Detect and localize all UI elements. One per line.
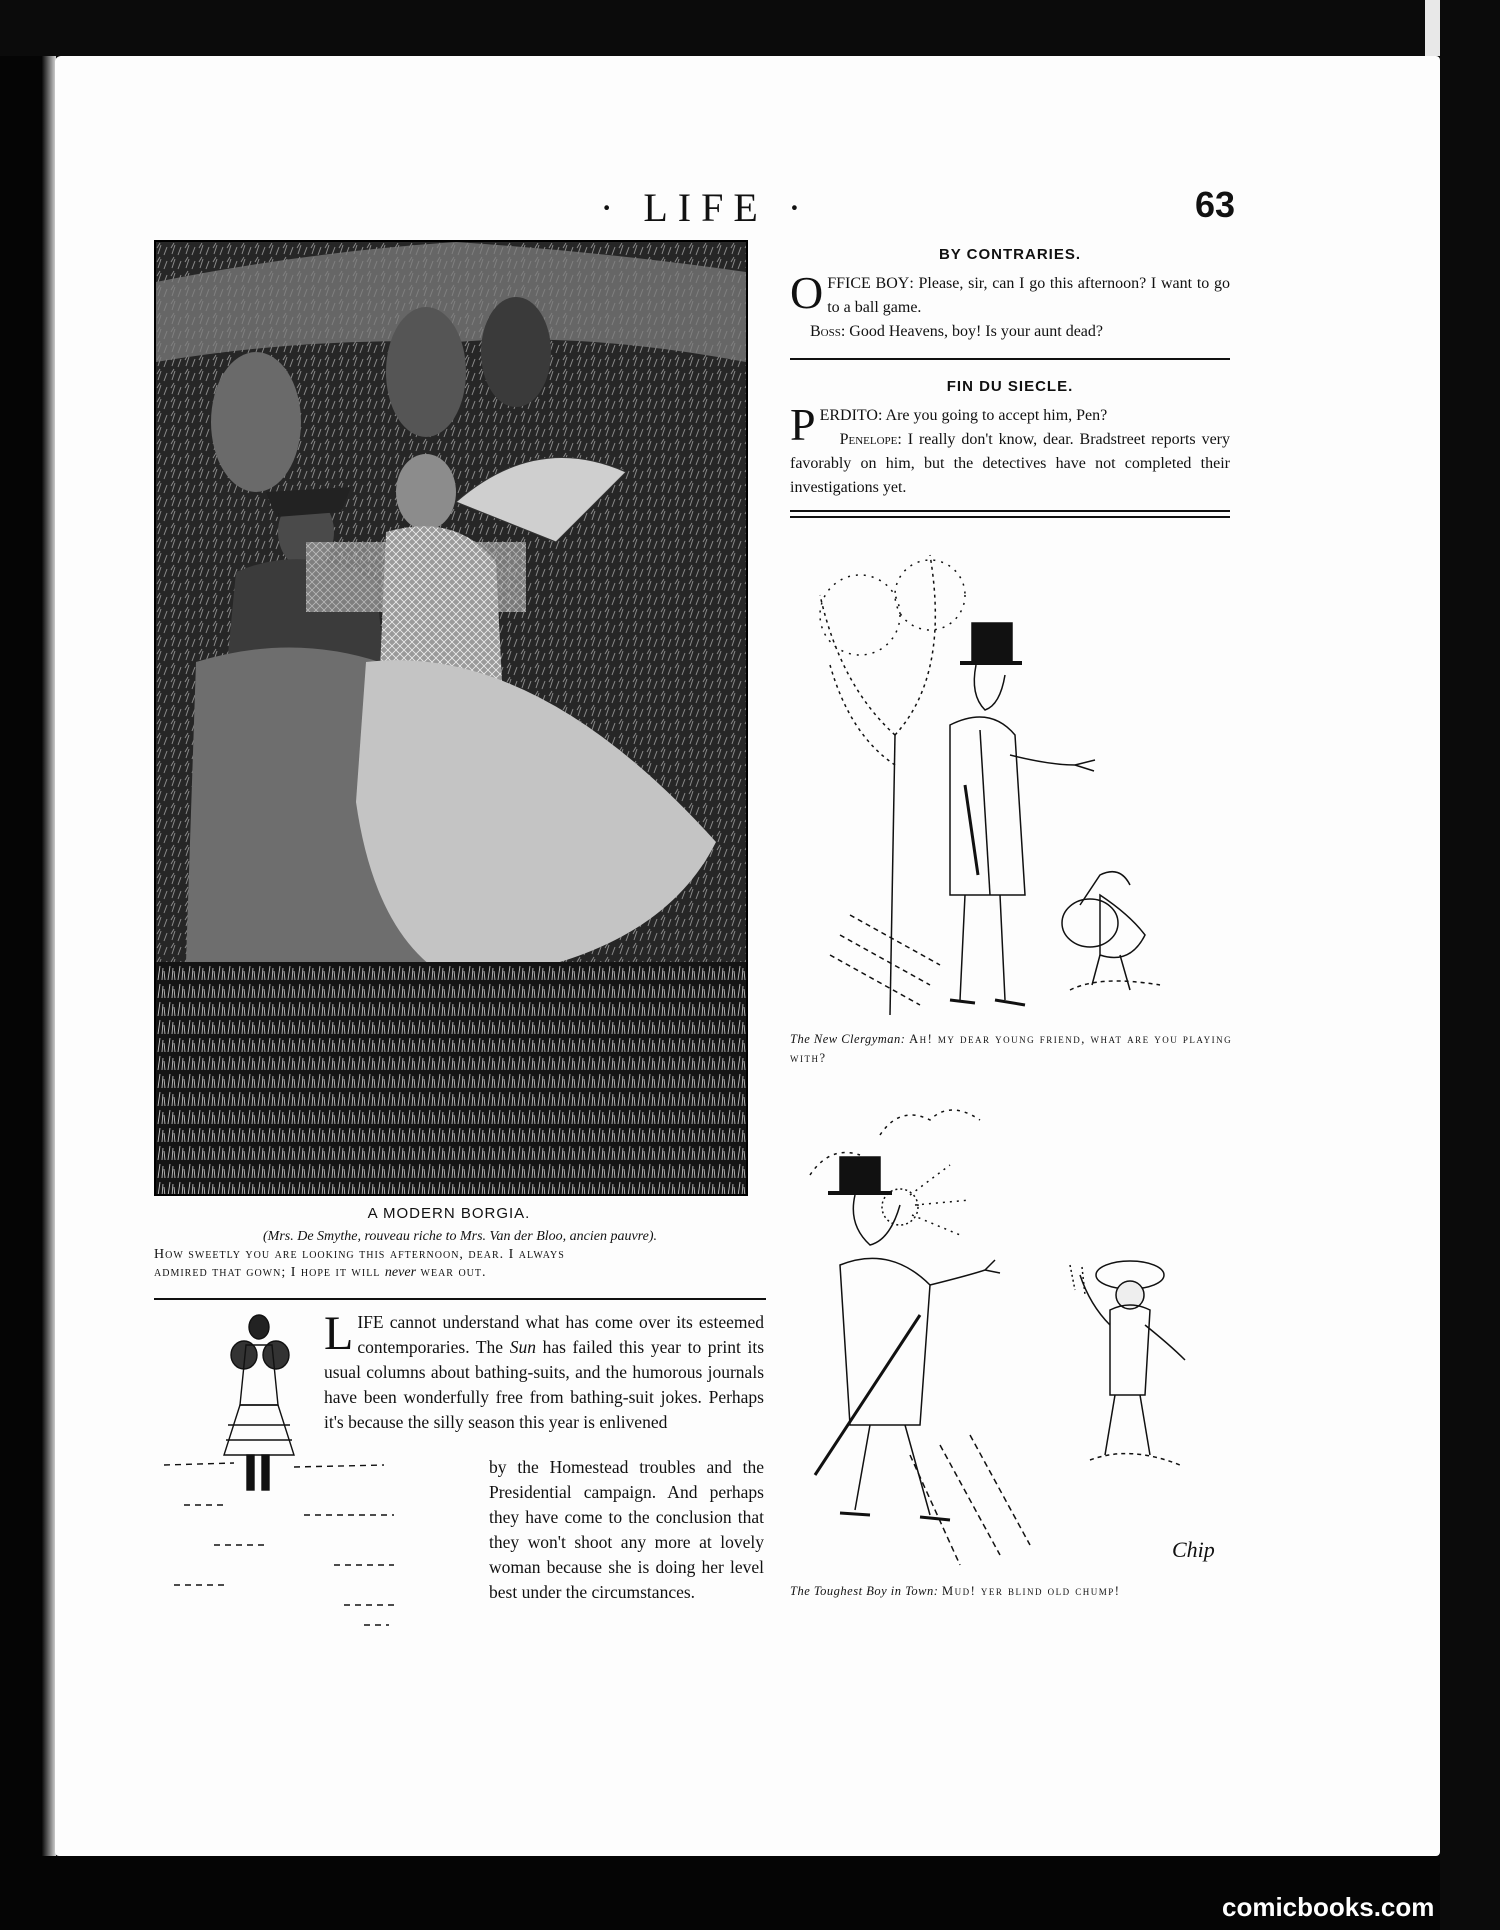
cartoon2-speaker: The Toughest Boy in Town: xyxy=(790,1584,939,1598)
scan-border-top xyxy=(0,0,1440,56)
joke2-speaker-1: ERDITO xyxy=(819,407,878,424)
site-watermark: comicbooks.com xyxy=(1222,1892,1435,1922)
article-dropcap: L xyxy=(324,1307,354,1360)
caption-dialogue-line-2b: wear out. xyxy=(416,1265,487,1280)
page-spine xyxy=(42,56,56,1856)
cartoon2-caption xyxy=(790,1582,1240,1601)
scan-border-right xyxy=(1440,0,1500,1930)
clergyman-cartoon-illustration xyxy=(800,535,1200,1015)
joke1-line-1: : Please, sir, can I go this afternoon? I want to go to a ball game. xyxy=(827,275,1231,316)
joke2-line-1: : Are you going to accept him, Pen? xyxy=(877,407,1108,424)
caption-dialogue-emphasis: never xyxy=(384,1265,417,1280)
page-number: 63 xyxy=(1195,184,1236,225)
joke-divider xyxy=(790,358,1230,360)
section-double-rule-top xyxy=(790,510,1230,512)
article-text-2: has failed this year to print its usual columns about bathing-suits, and the humorous journals have been wonderfully free from bathing-suit jokes. Perhaps it's because the silly season this year is enlivened xyxy=(324,1337,765,1432)
article-paragraph-continued: by the Homestead troubles and the Presidential campaign. And perhaps they have come to the conclusion that they won't shoot any more at lovely woman because she is doing her level best under the circumstances. xyxy=(489,1457,764,1602)
article-paragraph xyxy=(324,1307,765,1435)
toughest-boy-cartoon-illustration xyxy=(800,1095,1220,1575)
cartoon1-caption xyxy=(790,1030,1240,1068)
joke1-dropcap: O xyxy=(790,267,824,318)
cartoon2-signature: Chip xyxy=(1172,1537,1215,1562)
article-text-em: Sun xyxy=(509,1337,536,1357)
joke-title-by-contraries: BY CONTRARIES. xyxy=(938,246,1082,263)
caption-dialogue-line-1: How sweetly you are looking this afternoon, dear. I always xyxy=(154,1247,565,1262)
joke2-speaker-2: Penelope xyxy=(839,431,898,448)
joke-body-fin-du-siecle xyxy=(790,399,1230,500)
joke-body-by-contraries xyxy=(790,267,1231,344)
joke1-speaker-2: Boss xyxy=(810,323,841,340)
section-double-rule-bottom xyxy=(790,516,1230,518)
joke1-line-2: : Good Heavens, boy! Is your aunt dead? xyxy=(840,323,1104,340)
caption-speakers: (Mrs. De Smythe, rouveau riche to Mrs. Van der Bloo, ancien pauvre). xyxy=(263,1229,657,1244)
modern-borgia-illustration xyxy=(154,240,748,1196)
joke2-line-2: : I really don't know, dear. Bradstreet reports very favorably on him, but the detectives have not completed their investigations yet. xyxy=(790,431,1230,496)
section-divider-left xyxy=(154,1298,766,1300)
article-text-1: IFE cannot understand what has come over its esteemed contemporaries. The xyxy=(357,1312,764,1357)
illustration-caption-body xyxy=(154,1228,766,1282)
caption-dialogue-line-2a: admired that gown; I hope it will xyxy=(154,1265,385,1280)
cartoon1-speaker: The New Clergyman: xyxy=(790,1032,906,1046)
joke2-dropcap: P xyxy=(790,399,816,450)
cartoon2-dialogue: Mud! yer blind old chump! xyxy=(942,1584,1121,1598)
cartoon1-dialogue: Ah! my dear young friend, what are you playing with? xyxy=(790,1032,1233,1065)
joke1-speaker-1: FFICE BOY xyxy=(827,275,910,292)
joke-title-fin-du-siecle: FIN DU SIECLE. xyxy=(946,378,1074,395)
masthead-title: · LIFE · xyxy=(600,185,812,230)
illustration-caption-title: A MODERN BORGIA. xyxy=(367,1205,531,1222)
